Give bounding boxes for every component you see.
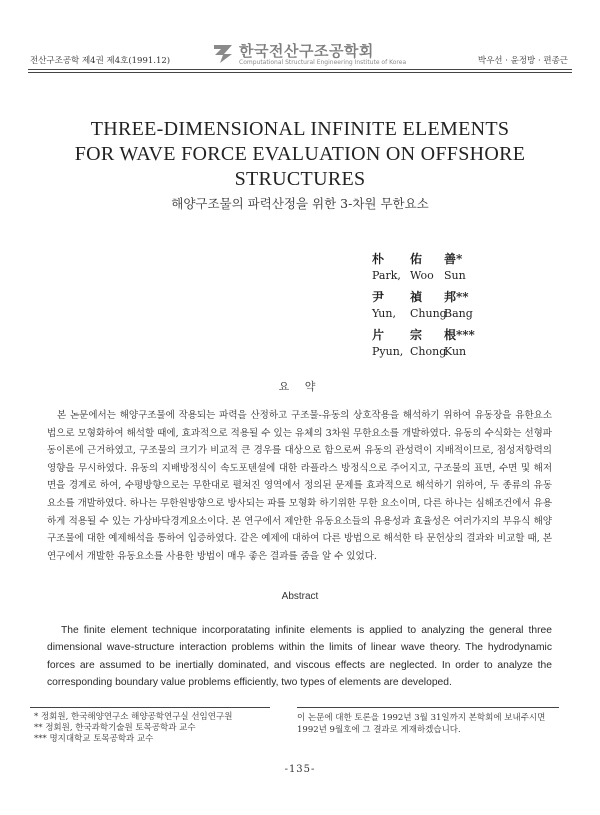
title-line: STRUCTURES <box>234 168 366 190</box>
author-roman-given1: Chung <box>410 307 447 320</box>
footnote-rule-left <box>30 707 270 708</box>
korean-abstract-heading: 요 약 <box>278 380 322 393</box>
page-number: -135- <box>284 764 316 775</box>
author-hanja-given1: 禎 <box>410 290 423 304</box>
author-roman-given1: Chong <box>410 345 447 358</box>
korean-abstract-body: 본 논문에서는 해양구조물에 작용되는 파력을 산정하고 구조물-유동의 상호작용을 해석하기 위하여 유동장을 유한요소법으로 모형화하여 해석할 때에, 효과적으로 적용될 수 있는 유체의 3차원 무한요소를 개발하였다. 유동의 수식화는 선형파동이론에 근거하였고, 구조물의 크기가 비교적 큰 경우를 대상으로 함으로써 유동의 관성력이 지배적이므로, 점성저항력의 영향을 무시하였다. 유동의 지배방정식이 속도포텐셜에 대한 라플라스 방정식으로 주어지고, 구조물의 표면, 수면 및 해저면을 경계로 하여, 수평방향으로는 무한대로 펼쳐진 영역에서 정의된 문제를 효과적으로 해석하기 위하여, 두 종류의 유동요소를 개발하였다. 하나는 무한원방향으로 방사되는 파를 모형화 하기위한 무한 요소이며, 다른 하나는 심해조건에서 유용하게 적용될 수 있는 가상바닥경계요소이다. 본 연구에서 제안한 유동요소들의 유용성과 효율성은 여러가지의 부유식 해양구조물에 대한 예제해석을 통하여 입증하였다. 같은 예제에 대하여 다른 방법으로 해석한 타 문헌상의 결과와 비교할 때, 본 연구에서 개발한 유동요소를 사용한 방법이 매우 좋은 결과를 줌을 알 수 있었다. <box>47 410 552 562</box>
footnote-rule-right <box>297 707 559 708</box>
discussion-note: 이 논문에 대한 토론을 1992년 3월 31일까지 본학회에 보내주시면 1992년 9월호에 그 결과로 게재하겠습니다. <box>297 713 546 735</box>
journal-citation: 전산구조공학 제4권 제4호(1991.12) <box>30 56 171 66</box>
header-rule-bottom <box>28 72 572 73</box>
author-roman-surname: Pyun, <box>372 345 404 358</box>
paper-subtitle-korean: 해양구조물의 파력산정을 위한 3-차원 무한요소 <box>171 196 429 211</box>
author-hanja-surname: 朴 <box>372 252 385 266</box>
title-line: FOR WAVE FORCE EVALUATION ON OFFSHORE <box>74 143 526 165</box>
paper-title <box>20 117 580 192</box>
footnote: *** 명지대학교 토목공학과 교수 <box>34 734 154 744</box>
author-hanja-surname: 片 <box>372 328 385 342</box>
author-roman-given2: Sun <box>444 269 466 282</box>
society-name-korean: 한국전산구조공학회 <box>239 42 374 60</box>
society-name-english: Computational Structural Engineering Institute of Korea <box>239 59 407 66</box>
author-roman-surname: Park, <box>372 269 401 282</box>
author-roman-surname: Yun, <box>372 307 396 320</box>
author-roman-given1: Woo <box>410 269 434 282</box>
abstract-heading: Abstract <box>281 591 319 602</box>
author-hanja-given2: 善* <box>444 252 463 266</box>
title-line: THREE-DIMENSIONAL INFINITE ELEMENTS <box>90 118 510 140</box>
footnote: * 정회원, 한국해양연구소 해양공학연구실 선임연구원 <box>34 712 233 722</box>
society-logo <box>212 40 407 68</box>
author-roman-given2: Kun <box>444 345 467 358</box>
author-hanja-given1: 佑 <box>410 252 423 266</box>
abstract-body: The finite element technique incorporatating infinite elements is applied to analyzing the general three dimensional wave-structure interaction problems within the limits of linear wave theory. The hydrodynamic forces are assumed to be inertially dominated, and viscous effects are neglected. In order to analyze the corresponding boundary value problems efficiently, two types of elements are developed. <box>47 625 552 688</box>
author-hanja-surname: 尹 <box>372 290 385 304</box>
author-hanja-given2: 根*** <box>444 328 475 342</box>
kcsei-logo-mark-icon <box>212 42 234 64</box>
footnote: ** 정회원, 한국과학기술원 토목공학과 교수 <box>34 723 196 733</box>
author-footnotes <box>34 712 232 745</box>
author-hanja-given2: 邦** <box>444 290 469 304</box>
header-authors: 박우선 · 윤정방 · 편종근 <box>477 56 568 66</box>
author-hanja-given1: 宗 <box>410 328 423 342</box>
author-roman-given2: Bang <box>444 307 473 320</box>
header-rule-top <box>28 69 572 70</box>
